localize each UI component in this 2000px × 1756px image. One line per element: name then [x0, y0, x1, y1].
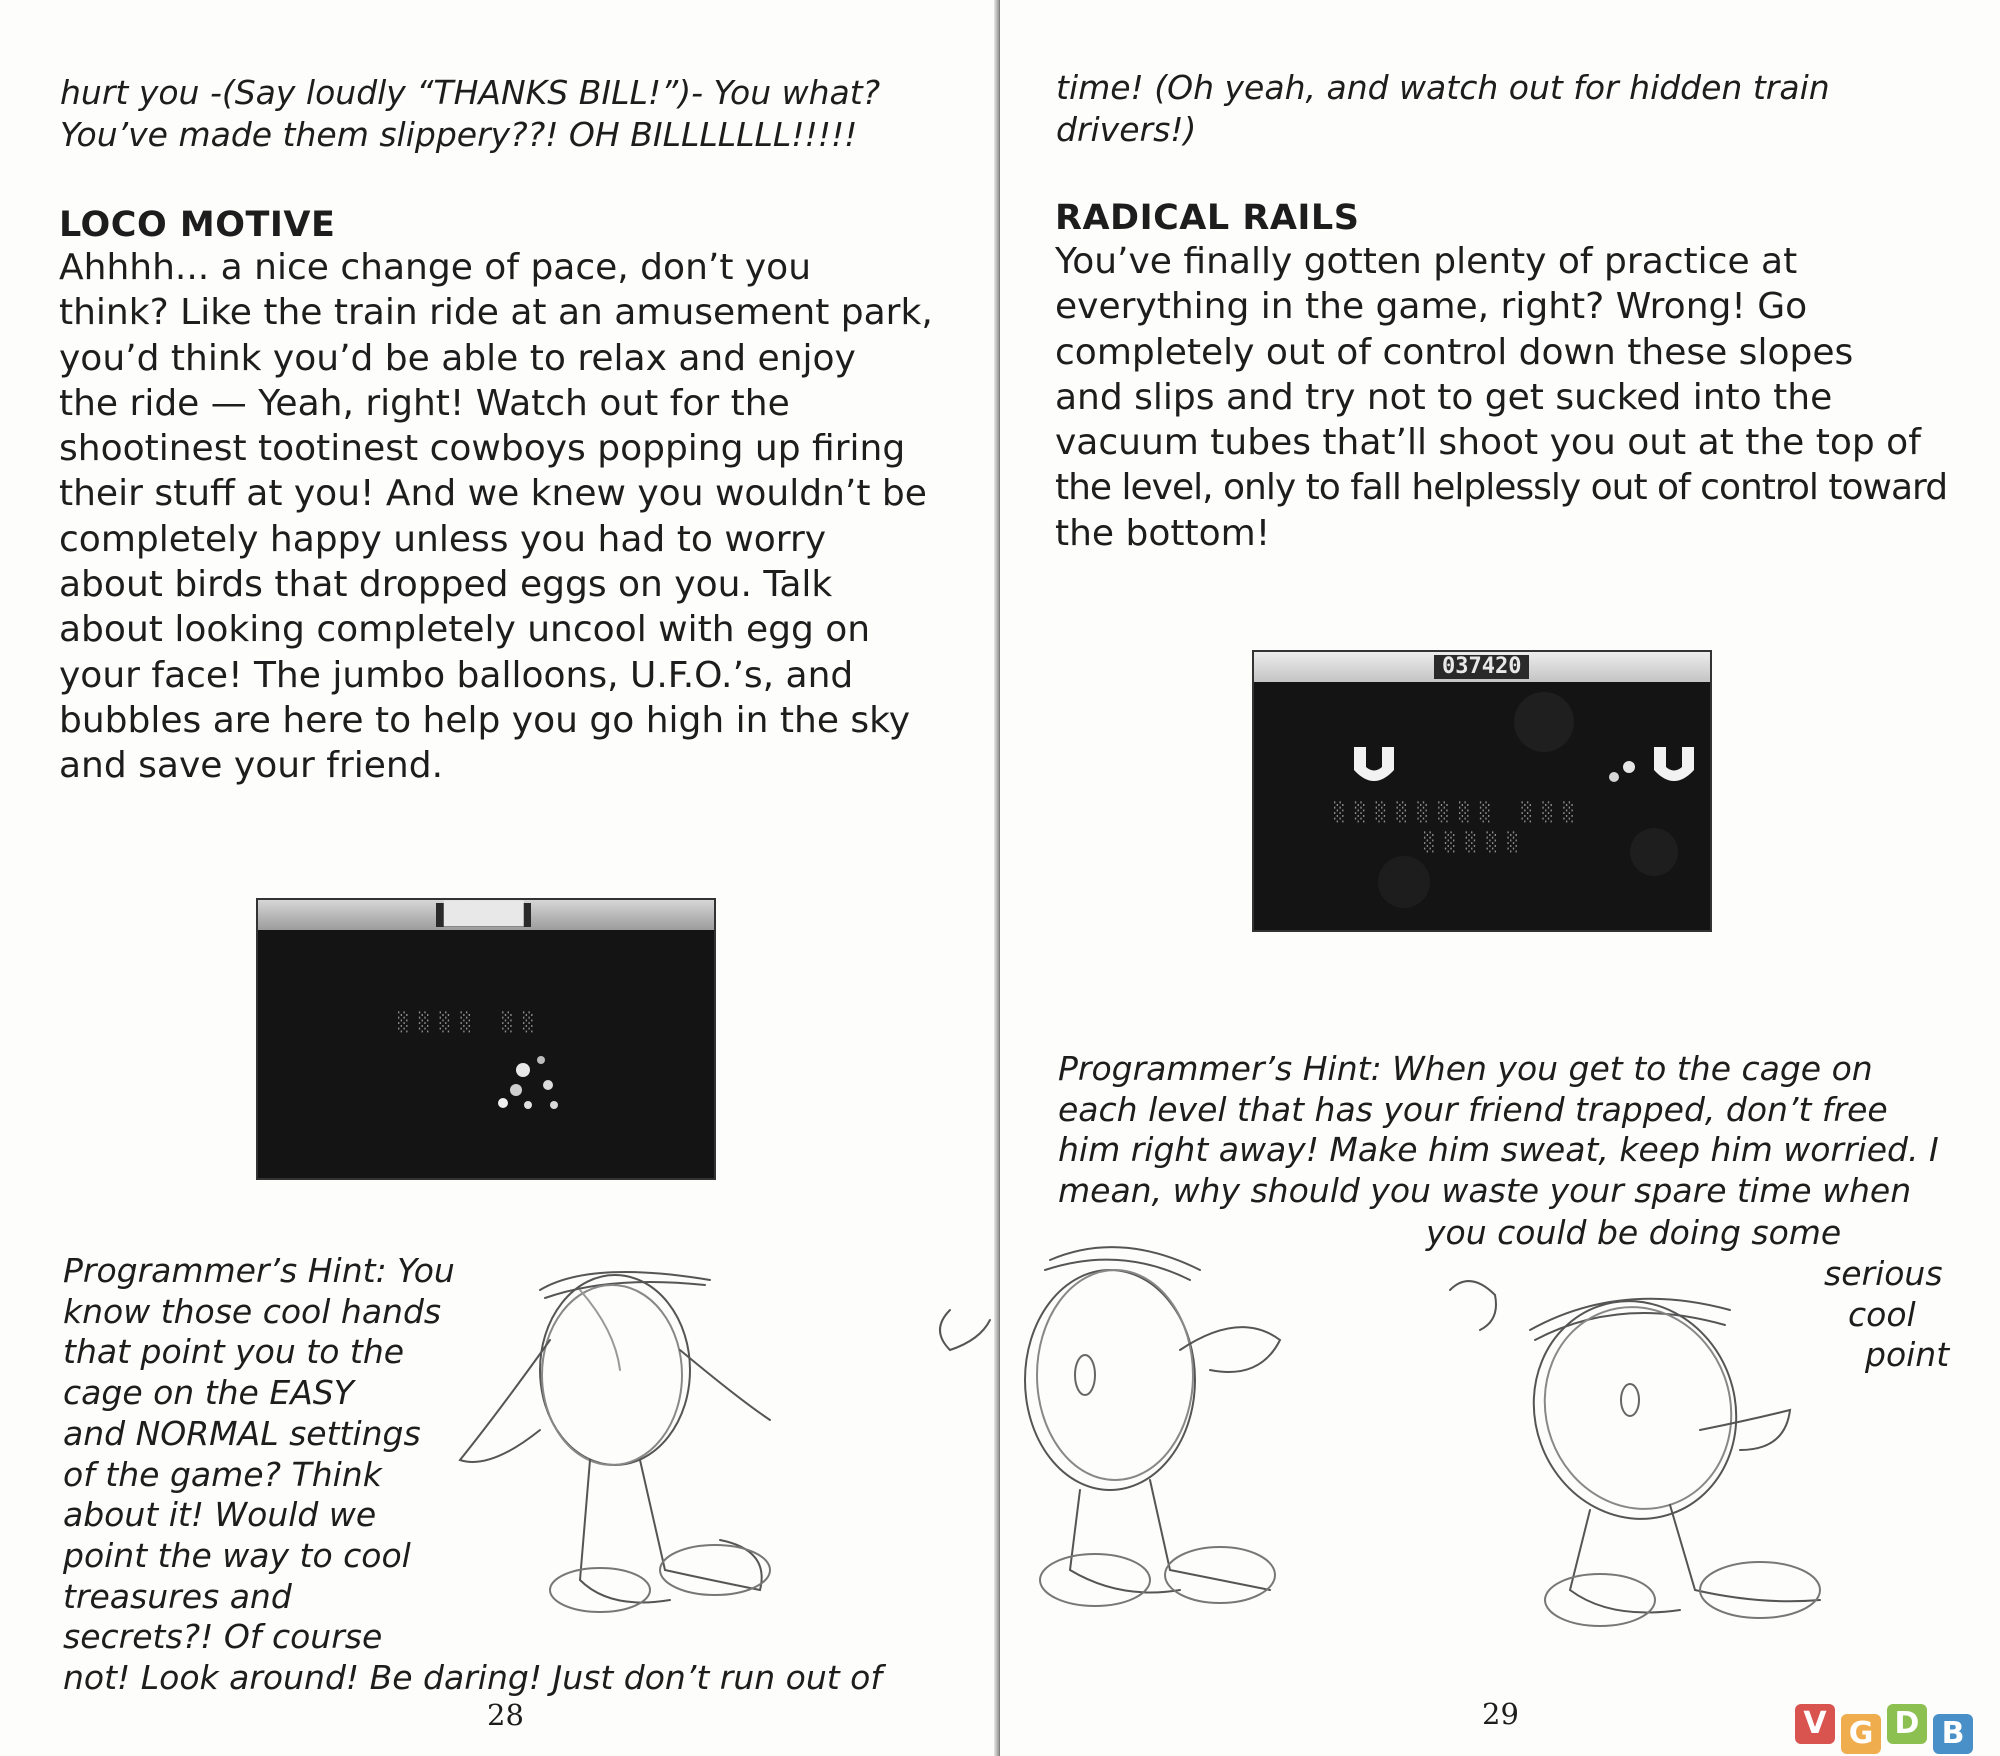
text-line: Programmer’s Hint: You — [63, 1251, 455, 1290]
vgdb-watermark-logo — [1795, 1704, 1973, 1751]
hint-line-indented: you could be doing some — [1426, 1213, 1842, 1252]
text-line: You’ve finally gotten plenty of practice at — [1055, 241, 1798, 282]
text-line: shootinest tootinest cowboys popping up firing — [59, 428, 906, 470]
text-line: about looking completely uncool with egg on — [59, 609, 871, 651]
text-line: each level that has your friend trapped, don’t free — [1058, 1089, 1888, 1129]
text-line: cage on the EASY — [63, 1373, 354, 1413]
right-programmer-hint — [1058, 1049, 1939, 1212]
text-line: about it! Would we — [63, 1495, 377, 1535]
score-display: ██████ — [436, 903, 531, 927]
text-line: secrets?! Of course — [63, 1617, 383, 1657]
text-line: completely out of control down these slopes — [1055, 331, 1854, 373]
text-line: Programmer’s Hint: When you get to the cage on — [1058, 1049, 1873, 1088]
text-line: bubbles are here to help you go high in the sky — [59, 699, 911, 741]
text-line: that point you to the — [63, 1332, 405, 1372]
character-sketch-center — [920, 1230, 1420, 1630]
loco-motive-description — [59, 245, 933, 789]
text-line: time! (Oh yeah, and watch out for hidden train — [1056, 68, 1830, 107]
game-sprite-cluster — [258, 900, 714, 1178]
text-line: him right away! Make him sweat, keep him worried. I — [1058, 1130, 1939, 1170]
text-line: treasures and — [63, 1576, 292, 1616]
page-number-left: 28 — [487, 1698, 524, 1732]
text-line: think? Like the train ride at an amusement park, — [59, 292, 933, 334]
text-line: about birds that dropped eggs on you. Talk — [59, 564, 833, 606]
faded-game-text: ░░░░░ — [1424, 832, 1529, 853]
watermark-letter: V — [1795, 1704, 1835, 1744]
faded-game-text: ░░░░ ░░ — [398, 1012, 544, 1033]
section-heading-radical-rails: RADICAL RAILS — [1055, 198, 1360, 238]
radical-rails-description — [1055, 239, 1947, 556]
left-top-continuation — [60, 72, 880, 156]
score-display: 037420 — [1434, 655, 1529, 679]
text-line: mean, why should you waste your spare time when — [1058, 1171, 1912, 1211]
text-line: point the way to cool — [63, 1535, 411, 1575]
loco-motive-game-screenshot — [256, 898, 716, 1180]
text-line: You’ve made them slippery??! OH BILLLLLLL!!!!! — [60, 115, 858, 154]
text-line: of the game? Think — [63, 1454, 382, 1494]
text-line: and slips and try not to get sucked into the — [1055, 376, 1833, 418]
radical-rails-game-screenshot — [1252, 650, 1712, 932]
text-line: drivers!) — [1056, 110, 1197, 149]
text-line: the bottom! — [1055, 512, 1271, 554]
faded-game-text: ░░░░░░░░ ░░░ — [1334, 802, 1585, 823]
text-line: hurt you -(Say loudly “THANKS BILL!”)- You what? — [60, 73, 881, 112]
text-line: and save your friend. — [59, 745, 444, 787]
watermark-letter: G — [1841, 1714, 1881, 1754]
character-sketch-right — [1440, 1260, 1900, 1640]
watermark-letter: B — [1933, 1714, 1973, 1754]
text-line: your face! The jumbo balloons, U.F.O.’s, and — [59, 654, 854, 696]
text-line: you’d think you’d be able to relax and enjoy — [59, 337, 856, 379]
text-line: everything in the game, right? Wrong! Go — [1055, 286, 1808, 328]
hint-word-cool: cool — [1848, 1295, 1916, 1334]
text-line: and NORMAL settings — [63, 1413, 421, 1453]
section-heading-loco-motive: LOCO MOTIVE — [59, 205, 336, 245]
hint-word-serious: serious — [1824, 1254, 1943, 1293]
right-page — [1000, 0, 2000, 1756]
text-line: vacuum tubes that’ll shoot you out at the top of — [1055, 422, 1921, 464]
character-sketch-left — [440, 1250, 860, 1630]
text-line: know those cool hands — [63, 1291, 442, 1331]
text-line: Ahhhh... a nice change of pace, don’t you — [59, 247, 812, 288]
hint-word-point: point — [1865, 1335, 1950, 1374]
text-line: their stuff at you! And we knew you wouldn’t be — [59, 473, 927, 515]
page-number-right: 29 — [1482, 1697, 1519, 1731]
text-line: the ride — Yeah, right! Watch out for the — [59, 382, 790, 424]
right-top-continuation — [1056, 67, 1830, 151]
text-line: completely happy unless you had to worry — [59, 518, 827, 560]
game-sprite-cluster — [1254, 652, 1710, 930]
watermark-letter: D — [1887, 1704, 1927, 1744]
text-line: the level, only to fall helplessly out of control toward — [1055, 467, 1948, 509]
text-line: not! Look around! Be daring! Just don’t run out of — [63, 1658, 882, 1698]
